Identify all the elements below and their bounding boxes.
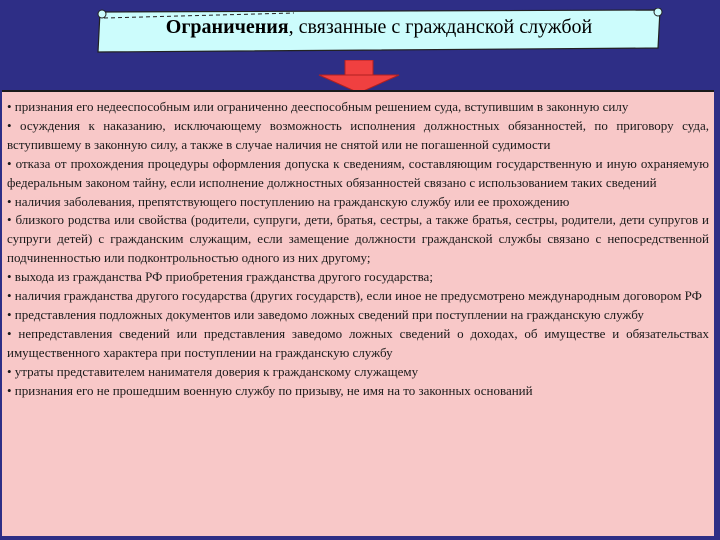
title-bold: Ограничения: [165, 16, 289, 38]
page-title: [94, 16, 664, 39]
list-item: • осуждения к наказанию, исключающему возможность исполнения должностных обязанностей, по приговору суда, вступившему в законную силу, а также в случае наличия не снятой или не погашенной судимости: [7, 117, 709, 152]
list-item: • признания его не прошедшим военную службу по призыву, не имя на то законных оснований: [7, 382, 533, 398]
list-item: • наличия заболевания, препятствующего поступлению на гражданскую службу или ее прохождению: [7, 193, 570, 209]
list-item: • выхода из гражданства РФ приобретения гражданства другого государства;: [7, 269, 433, 285]
down-arrow-icon: [317, 60, 401, 94]
list-item: • признания его недееспособным или ограниченно дееспособным решением суда, вступившим в законную силу: [7, 99, 629, 114]
title-rest: , связанные с гражданской службой: [288, 16, 593, 38]
list-item: • утраты представителем нанимателя доверия к гражданскому служащему: [7, 363, 419, 379]
list-item: • отказа от прохождения процедуры оформления допуска к сведениям, составляющим государственную и иную охраняемую федеральным законом тайну, если исполнение должностных обязанностей связано с использованием таких сведений: [7, 155, 709, 190]
list-item: • наличия гражданства другого государства (других государств), если иное не предусмотрено международным договором РФ: [7, 288, 702, 304]
restrictions-list: [2, 90, 714, 536]
list-item: • представления подложных документов или заведомо ложных сведений при поступлении на гражданскую службу: [7, 306, 644, 322]
list-item: • непредставления сведений или представления заведомо ложных сведений о доходах, об имуществе и обязательствах имущественного характера при поступлении на гражданскую службу: [7, 325, 709, 360]
list-item: • близкого родства или свойства (родители, супруги, дети, братья, сестры, а также братья, сестры, родители, дети супругов и супруги детей) с гражданским служащим, если замещение должности гражданской службы связано с непосредственной подчиненностью или подконтрольностью одного из них другому;: [7, 212, 709, 266]
title-banner: [94, 8, 664, 54]
